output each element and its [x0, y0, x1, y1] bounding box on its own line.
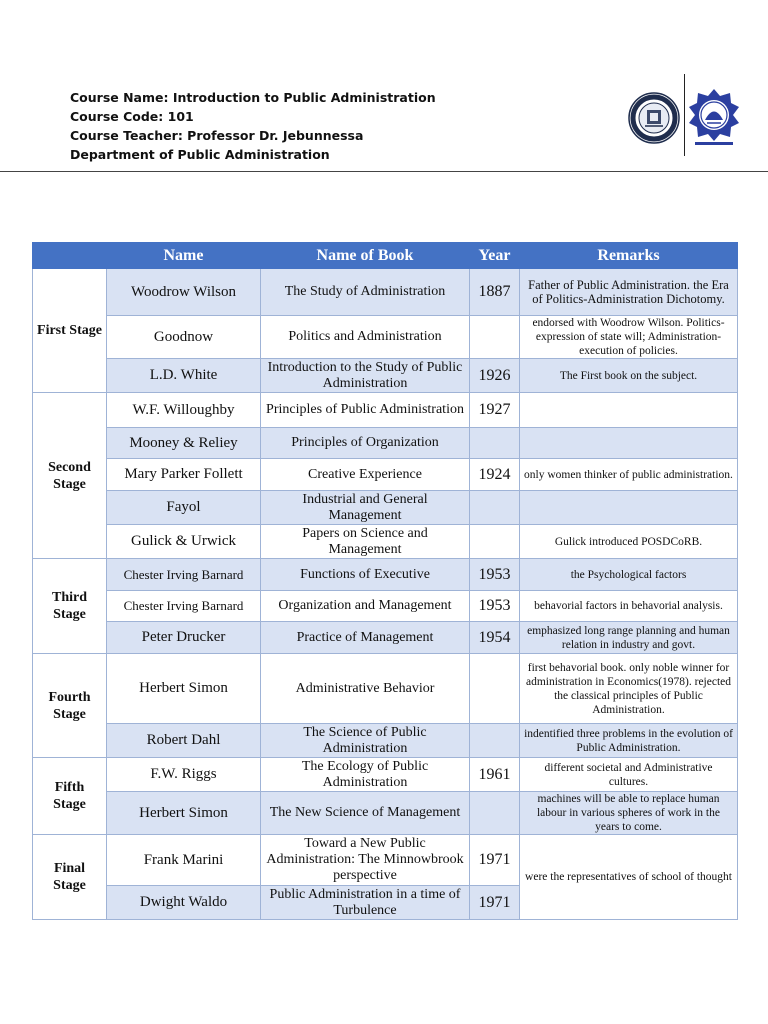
author-name: Fayol: [107, 491, 261, 525]
book-year: 1971: [470, 835, 520, 886]
remarks: only women thinker of public administration.: [520, 459, 738, 491]
remarks: [520, 428, 738, 459]
book-title: The New Science of Management: [261, 792, 470, 835]
author-name: Chester Irving Barnard: [107, 559, 261, 591]
header-rule: [0, 171, 768, 172]
course-name: Course Name: Introduction to Public Administration: [70, 90, 436, 105]
table-row: [33, 792, 738, 835]
book-year: 1971: [470, 886, 520, 920]
book-title: Creative Experience: [261, 459, 470, 491]
stage-label: Second Stage: [33, 393, 107, 559]
author-name: Woodrow Wilson: [107, 269, 261, 316]
table-row: [33, 525, 738, 559]
book-title: Administrative Behavior: [261, 654, 470, 724]
department-seal-logo: [628, 92, 680, 144]
remarks: [520, 393, 738, 428]
remarks: machines will be able to replace human labour in various spheres of work in the years to come.: [520, 792, 738, 835]
book-year: [470, 316, 520, 359]
table-header-row: [33, 243, 738, 269]
author-name: Dwight Waldo: [107, 886, 261, 920]
remarks: Father of Public Administration. the Era of Politics-Administration Dichotomy.: [520, 269, 738, 316]
department-name: Department of Public Administration: [70, 147, 330, 162]
book-year: 1953: [470, 559, 520, 591]
book-year: [470, 491, 520, 525]
author-name: W.F. Willoughby: [107, 393, 261, 428]
book-title: Politics and Administration: [261, 316, 470, 359]
table-row: [33, 559, 738, 591]
book-title: Papers on Science and Management: [261, 525, 470, 559]
course-header: [70, 88, 436, 164]
book-year: 1961: [470, 758, 520, 792]
stage-label: First Stage: [33, 269, 107, 393]
author-name: Frank Marini: [107, 835, 261, 886]
table-row: [33, 654, 738, 724]
stage-label: Third Stage: [33, 559, 107, 654]
book-year: [470, 724, 520, 758]
remarks: endorsed with Woodrow Wilson. Politics-expression of state will; Administration-execution of policies.: [520, 316, 738, 359]
book-year: [470, 654, 520, 724]
remarks: Gulick introduced POSDCoRB.: [520, 525, 738, 559]
book-title: The Ecology of Public Administration: [261, 758, 470, 792]
remarks: emphasized long range planning and human relation in industry and govt.: [520, 622, 738, 654]
author-name: Robert Dahl: [107, 724, 261, 758]
header-year: Year: [470, 243, 520, 269]
author-name: Chester Irving Barnard: [107, 591, 261, 622]
book-title: Toward a New Public Administration: The Minnowbrook perspective: [261, 835, 470, 886]
table-row: [33, 359, 738, 393]
table-row: [33, 459, 738, 491]
book-title: Principles of Public Administration: [261, 393, 470, 428]
book-year: [470, 525, 520, 559]
book-title: Industrial and General Management: [261, 491, 470, 525]
table-row: [33, 591, 738, 622]
table-row: [33, 393, 738, 428]
book-title: Introduction to the Study of Public Administration: [261, 359, 470, 393]
remarks: [520, 491, 738, 525]
remarks: were the representatives of school of thought: [520, 835, 738, 920]
book-year: [470, 792, 520, 835]
author-name: Herbert Simon: [107, 792, 261, 835]
remarks: indentified three problems in the evolution of Public Administration.: [520, 724, 738, 758]
remarks: The First book on the subject.: [520, 359, 738, 393]
table-row: [33, 724, 738, 758]
book-title: The Study of Administration: [261, 269, 470, 316]
table-row: [33, 491, 738, 525]
book-title: Practice of Management: [261, 622, 470, 654]
university-logo: [687, 87, 741, 147]
header-stage: [33, 243, 107, 269]
book-year: [470, 428, 520, 459]
book-title: Organization and Management: [261, 591, 470, 622]
header-name: Name: [107, 243, 261, 269]
book-title: Functions of Executive: [261, 559, 470, 591]
book-year: 1953: [470, 591, 520, 622]
book-title: Principles of Organization: [261, 428, 470, 459]
stage-label: Final Stage: [33, 835, 107, 920]
table-row: [33, 622, 738, 654]
header-divider: [684, 74, 685, 156]
book-year: 1924: [470, 459, 520, 491]
author-name: Gulick & Urwick: [107, 525, 261, 559]
table-row: [33, 269, 738, 316]
stage-label: Fourth Stage: [33, 654, 107, 758]
book-title: The Science of Public Administration: [261, 724, 470, 758]
remarks: the Psychological factors: [520, 559, 738, 591]
author-name: F.W. Riggs: [107, 758, 261, 792]
book-year: 1926: [470, 359, 520, 393]
table-row: [33, 316, 738, 359]
book-title: Public Administration in a time of Turbulence: [261, 886, 470, 920]
author-name: Herbert Simon: [107, 654, 261, 724]
administration-stages-table: [32, 242, 738, 920]
header-book: Name of Book: [261, 243, 470, 269]
book-year: 1927: [470, 393, 520, 428]
author-name: Goodnow: [107, 316, 261, 359]
author-name: Peter Drucker: [107, 622, 261, 654]
table-row: [33, 835, 738, 886]
remarks: different societal and Administrative cultures.: [520, 758, 738, 792]
stage-label: Fifth Stage: [33, 758, 107, 835]
course-teacher: Course Teacher: Professor Dr. Jebunnessa: [70, 128, 364, 143]
author-name: L.D. White: [107, 359, 261, 393]
remarks: behavorial factors in behavorial analysis.: [520, 591, 738, 622]
table-row: [33, 758, 738, 792]
author-name: Mooney & Reliey: [107, 428, 261, 459]
author-name: Mary Parker Follett: [107, 459, 261, 491]
remarks: first behavorial book. only noble winner for administration in Economics(1978). rejected the classical principles of Public Administration.: [520, 654, 738, 724]
table-row: [33, 428, 738, 459]
course-code: Course Code: 101: [70, 109, 194, 124]
book-year: 1954: [470, 622, 520, 654]
book-year: 1887: [470, 269, 520, 316]
header-remarks: Remarks: [520, 243, 738, 269]
